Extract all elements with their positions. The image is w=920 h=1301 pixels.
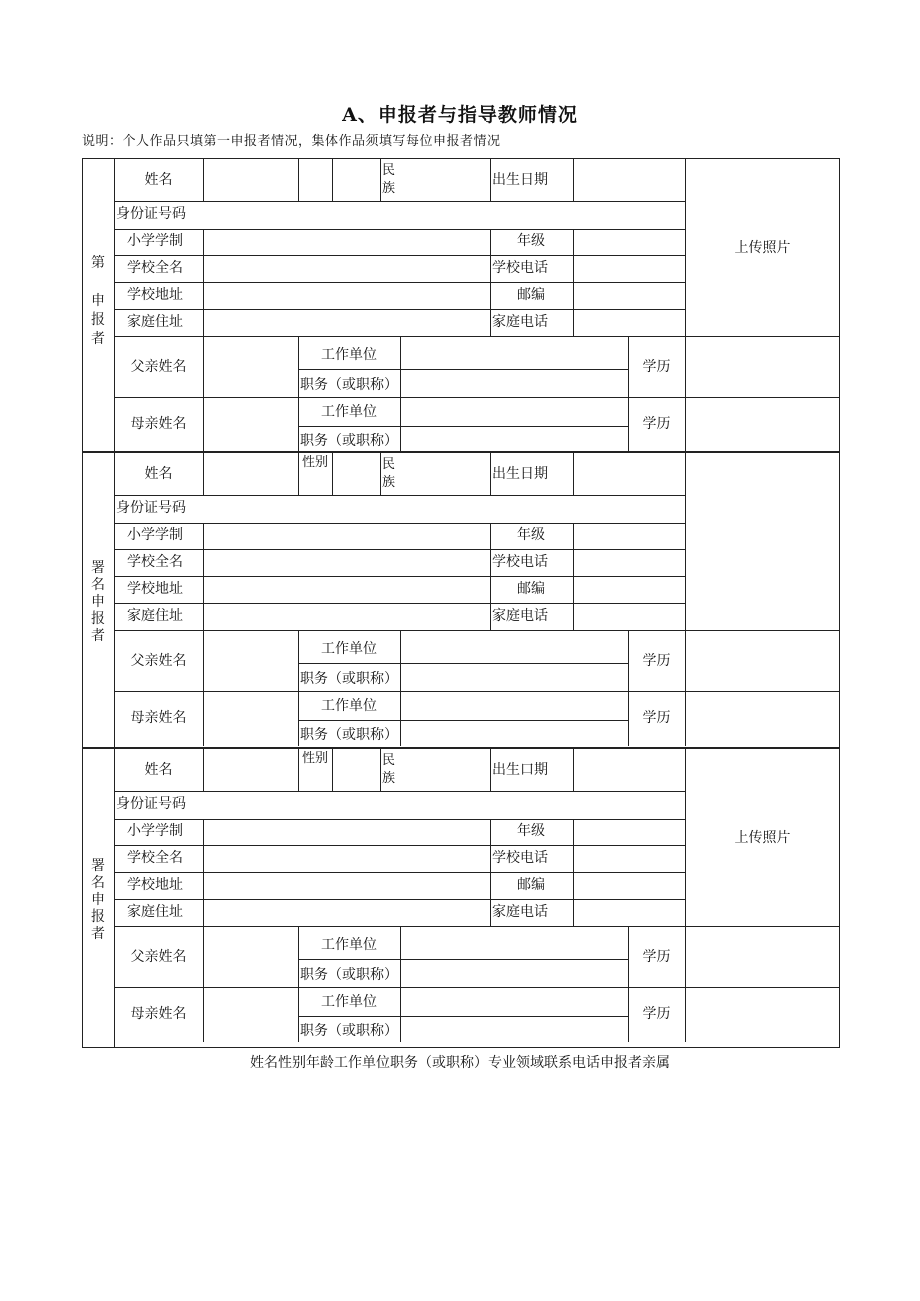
col-line: [203, 819, 204, 926]
instruction-note: 说明：个人作品只填第一申报者情况，集体作品须填写每位申报者情况: [82, 134, 501, 149]
col-line: [685, 926, 686, 1042]
father-education-label: 学历: [642, 359, 671, 375]
school-phone-label: 学校电话: [492, 850, 548, 866]
mother-education-label: 学历: [642, 710, 671, 726]
col-line: [380, 452, 381, 495]
row-line: [114, 309, 685, 310]
row-line: [114, 523, 685, 524]
footer-text: 姓名性别年龄工作单位职务（或职称）专业领域联系电话申报者亲属: [250, 1055, 670, 1071]
row-line: [114, 201, 685, 202]
col-line: [203, 630, 204, 746]
applicant-section-1: [82, 158, 840, 452]
name-label: 姓名: [144, 172, 173, 188]
col-line: [628, 630, 629, 746]
row-line: [114, 603, 685, 604]
grade-label: 年级: [517, 823, 545, 839]
applicant-side-label: 署 名 申 报 者: [91, 560, 105, 644]
id-number-label: 身份证号码: [116, 500, 186, 516]
ethnicity-label: 民 族: [382, 163, 396, 196]
row-line: [114, 691, 840, 692]
ethnicity-label: 民 族: [382, 457, 396, 490]
mother-position-label: 职务（或职称）: [300, 727, 398, 743]
applicant-section-3: [82, 748, 840, 1048]
grade-label: 年级: [517, 233, 545, 249]
primary-school-system-label: 小学学制: [127, 233, 183, 249]
row-line: [114, 872, 685, 873]
row-line: [114, 987, 840, 988]
primary-school-system-label: 小学学制: [127, 527, 183, 543]
home-phone-label: 家庭电话: [492, 314, 548, 330]
col-line: [573, 229, 574, 336]
birth-date-label: 出生口期: [492, 762, 548, 778]
col-line: [685, 452, 686, 630]
col-line: [685, 336, 686, 452]
row-line: [299, 369, 628, 370]
name-label: 姓名: [144, 466, 173, 482]
col-line: [490, 748, 491, 791]
section-top-border: [82, 748, 840, 749]
mother-education-label: 学历: [642, 416, 671, 432]
section-bottom-border: [82, 1047, 840, 1048]
ethnicity-label: 民 族: [382, 753, 396, 786]
label-column-divider: [114, 748, 115, 1048]
col-line: [573, 748, 574, 791]
col-line: [400, 336, 401, 452]
row-line: [299, 426, 628, 427]
school-address-label: 学校地址: [127, 877, 183, 893]
col-line: [573, 523, 574, 630]
home-phone-label: 家庭电话: [492, 608, 548, 624]
col-line: [380, 748, 381, 791]
photo-label: 上传照片: [734, 240, 791, 256]
home-phone-label: 家庭电话: [492, 904, 548, 920]
father-position-label: 职务（或职称）: [300, 671, 398, 687]
school-name-label: 学校全名: [127, 554, 183, 570]
mother-name-label: 母亲姓名: [130, 710, 187, 726]
birth-date-label: 出生日期: [492, 466, 548, 482]
row-line: [114, 630, 840, 631]
grade-label: 年级: [517, 527, 545, 543]
gender-label: 性别: [301, 455, 328, 470]
col-line: [490, 158, 491, 201]
home-address-label: 家庭住址: [127, 904, 183, 920]
col-line: [332, 452, 333, 495]
postcode-label: 邮编: [517, 877, 545, 893]
home-address-label: 家庭住址: [127, 608, 183, 624]
col-line: [203, 523, 204, 630]
col-line: [203, 336, 204, 452]
row-line: [114, 576, 685, 577]
row-line: [299, 959, 628, 960]
father-work-unit-label: 工作单位: [321, 347, 377, 363]
col-line: [685, 630, 686, 746]
photo-label: 上传照片: [734, 830, 791, 846]
col-line: [490, 523, 491, 630]
school-address-label: 学校地址: [127, 287, 183, 303]
col-line: [203, 229, 204, 336]
label-column-divider: [114, 158, 115, 452]
row-line: [114, 845, 685, 846]
father-work-unit-label: 工作单位: [321, 937, 377, 953]
col-line: [332, 748, 333, 791]
col-line: [573, 452, 574, 495]
section-right-border: [839, 158, 840, 452]
row-line: [114, 899, 685, 900]
id-number-label: 身份证号码: [116, 206, 186, 222]
page-title: A、申报者与指导教师情况: [342, 104, 578, 126]
col-line: [203, 452, 204, 495]
row-line: [299, 663, 628, 664]
row-line: [114, 819, 685, 820]
school-phone-label: 学校电话: [492, 554, 548, 570]
section-top-border: [82, 452, 840, 453]
row-line: [114, 549, 685, 550]
postcode-label: 邮编: [517, 581, 545, 597]
mother-position-label: 职务（或职称）: [300, 433, 398, 449]
applicant-side-label: 署 名 申 报 者: [91, 858, 105, 942]
school-address-label: 学校地址: [127, 581, 183, 597]
col-line: [380, 158, 381, 201]
id-number-label: 身份证号码: [116, 796, 186, 812]
col-line: [573, 158, 574, 201]
father-education-label: 学历: [642, 653, 671, 669]
row-line: [114, 495, 685, 496]
father-work-unit-label: 工作单位: [321, 641, 377, 657]
applicant-side-label: 第 申 报 者: [91, 255, 105, 347]
postcode-label: 邮编: [517, 287, 545, 303]
birth-date-label: 出生日期: [492, 172, 548, 188]
section-right-border: [839, 748, 840, 1048]
col-line: [628, 926, 629, 1042]
row-line: [114, 282, 685, 283]
col-line: [203, 926, 204, 1042]
col-line: [628, 336, 629, 452]
school-phone-label: 学校电话: [492, 260, 548, 276]
col-line: [490, 229, 491, 336]
row-line: [114, 336, 840, 337]
mother-work-unit-label: 工作单位: [321, 698, 377, 714]
section-top-border: [82, 158, 840, 159]
col-line: [203, 158, 204, 201]
row-line: [299, 720, 628, 721]
col-line: [573, 819, 574, 926]
col-line: [400, 630, 401, 746]
name-label: 姓名: [144, 762, 173, 778]
row-line: [114, 397, 840, 398]
applicant-section-2: [82, 452, 840, 748]
mother-name-label: 母亲姓名: [130, 1006, 187, 1022]
col-line: [400, 926, 401, 1042]
section-right-border: [839, 452, 840, 748]
col-line: [490, 819, 491, 926]
label-column-divider: [114, 452, 115, 748]
school-name-label: 学校全名: [127, 850, 183, 866]
mother-name-label: 母亲姓名: [130, 416, 187, 432]
father-position-label: 职务（或职称）: [300, 967, 398, 983]
father-name-label: 父亲姓名: [130, 653, 187, 669]
father-position-label: 职务（或职称）: [300, 377, 398, 393]
father-name-label: 父亲姓名: [130, 949, 187, 965]
mother-work-unit-label: 工作单位: [321, 994, 377, 1010]
mother-education-label: 学历: [642, 1006, 671, 1022]
col-line: [298, 158, 299, 201]
col-line: [490, 452, 491, 495]
school-name-label: 学校全名: [127, 260, 183, 276]
primary-school-system-label: 小学学制: [127, 823, 183, 839]
home-address-label: 家庭住址: [127, 314, 183, 330]
row-line: [114, 791, 685, 792]
col-line: [203, 748, 204, 791]
father-education-label: 学历: [642, 949, 671, 965]
mother-work-unit-label: 工作单位: [321, 404, 377, 420]
row-line: [114, 926, 840, 927]
mother-position-label: 职务（或职称）: [300, 1023, 398, 1039]
row-line: [114, 255, 685, 256]
father-name-label: 父亲姓名: [130, 359, 187, 375]
row-line: [114, 229, 685, 230]
row-line: [299, 1016, 628, 1017]
gender-label: 性别: [301, 751, 328, 766]
col-line: [332, 158, 333, 201]
